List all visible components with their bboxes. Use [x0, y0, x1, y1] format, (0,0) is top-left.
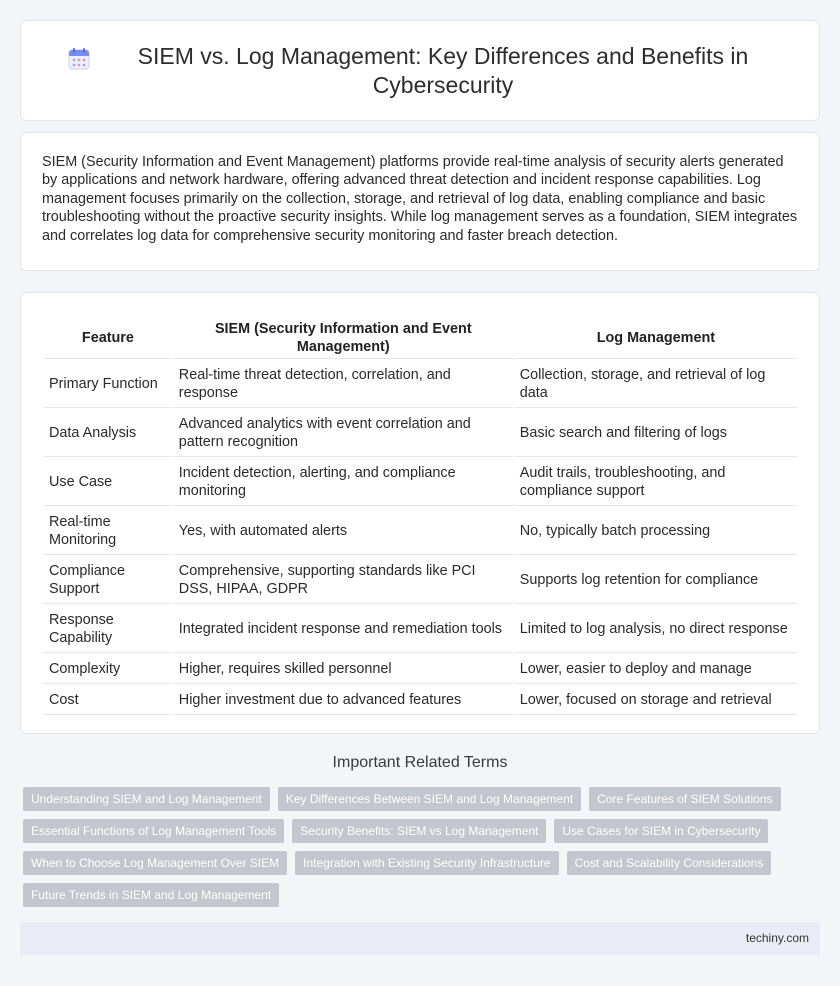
related-terms-title: Important Related Terms [332, 754, 508, 771]
comparison-table [42, 315, 799, 717]
footer-site-link[interactable]: techiny.com [745, 931, 809, 945]
table-row [44, 410, 797, 457]
related-term-tag[interactable]: Integration with Existing Security Infrastructure [295, 851, 558, 875]
related-term-tag[interactable]: Security Benefits: SIEM vs Log Management [292, 819, 546, 843]
feature-cell: Data Analysis [44, 410, 172, 457]
related-term-tag[interactable]: Key Differences Between SIEM and Log Management [278, 787, 581, 811]
table-row [44, 686, 797, 715]
footer [20, 922, 820, 955]
header-siem: SIEM (Security Information and Event Management) [174, 317, 513, 359]
log-cell: Lower, easier to deploy and manage [515, 655, 797, 684]
siem-cell: Comprehensive, supporting standards like PCI DSS, HIPAA, GDPR [174, 557, 513, 604]
siem-cell: Yes, with automated alerts [174, 508, 513, 555]
header-feature: Feature [44, 317, 172, 359]
table-row [44, 361, 797, 408]
table-row [44, 557, 797, 604]
related-term-tag[interactable]: When to Choose Log Management Over SIEM [23, 851, 287, 875]
feature-cell: Primary Function [44, 361, 172, 408]
siem-cell: Advanced analytics with event correlation and pattern recognition [174, 410, 513, 457]
feature-cell: Complexity [44, 655, 172, 684]
feature-cell: Use Case [44, 459, 172, 506]
feature-cell: Compliance Support [44, 557, 172, 604]
related-term-tag[interactable]: Cost and Scalability Considerations [567, 851, 772, 875]
siem-cell: Higher investment due to advanced features [174, 686, 513, 715]
siem-cell: Integrated incident response and remediation tools [174, 606, 513, 653]
log-cell: Limited to log analysis, no direct response [515, 606, 797, 653]
related-term-tag[interactable]: Use Cases for SIEM in Cybersecurity [554, 819, 768, 843]
related-terms-tags [23, 787, 813, 915]
page-title: SIEM vs. Log Management: Key Differences and Benefits in Cybersecurity [137, 42, 749, 98]
table-header-row [44, 317, 797, 359]
table-row [44, 459, 797, 506]
calendar-icon [67, 47, 91, 71]
header-log-management: Log Management [515, 317, 797, 359]
log-cell: No, typically batch processing [515, 508, 797, 555]
siem-cell: Real-time threat detection, correlation, and response [174, 361, 513, 408]
header-card [20, 20, 820, 121]
log-cell: Collection, storage, and retrieval of log data [515, 361, 797, 408]
siem-cell: Higher, requires skilled personnel [174, 655, 513, 684]
log-cell: Audit trails, troubleshooting, and compliance support [515, 459, 797, 506]
related-term-tag[interactable]: Future Trends in SIEM and Log Management [23, 883, 279, 907]
siem-cell: Incident detection, alerting, and compliance monitoring [174, 459, 513, 506]
log-cell: Lower, focused on storage and retrieval [515, 686, 797, 715]
related-term-tag[interactable]: Understanding SIEM and Log Management [23, 787, 270, 811]
log-cell: Supports log retention for compliance [515, 557, 797, 604]
feature-cell: Cost [44, 686, 172, 715]
intro-text: SIEM (Security Information and Event Management) platforms provide real-time analysis of security alerts generated by applications and network hardware, offering advanced threat detection and incident response capabilities. Log management focuses primarily on the collection, storage, and retrieval of log data, enabling compliance and basic troubleshooting without the proactive security insights. While log management serves as a foundation, SIEM integrates and correlates log data for comprehensive security monitoring and faster breach detection. [42, 154, 798, 244]
related-term-tag[interactable]: Essential Functions of Log Management Tools [23, 819, 284, 843]
log-cell: Basic search and filtering of logs [515, 410, 797, 457]
table-row [44, 508, 797, 555]
table-row [44, 655, 797, 684]
header-inner [60, 42, 780, 100]
intro-card [20, 132, 820, 271]
feature-cell: Real-time Monitoring [44, 508, 172, 555]
table-row [44, 606, 797, 653]
related-term-tag[interactable]: Core Features of SIEM Solutions [589, 787, 780, 811]
feature-cell: Response Capability [44, 606, 172, 653]
comparison-table-card [20, 292, 820, 734]
